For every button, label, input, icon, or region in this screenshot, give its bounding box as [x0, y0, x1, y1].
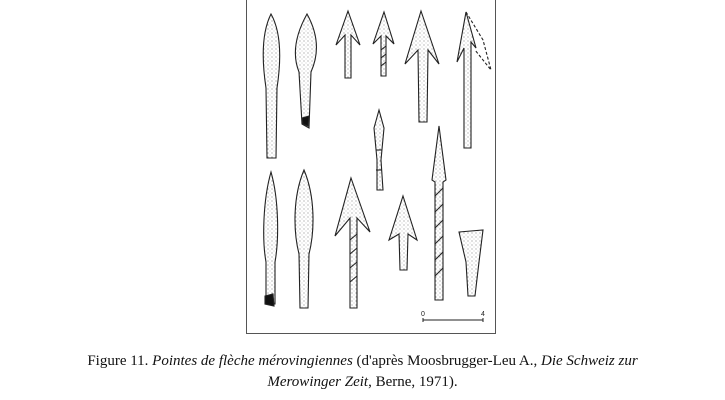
arrowhead-twisted-12	[432, 126, 446, 300]
arrowhead-lozenge-2	[295, 14, 316, 128]
figure-plate	[246, 0, 496, 334]
figure-label: Figure 11.	[87, 353, 149, 369]
caption-source-suffix: , Berne, 1971).	[368, 374, 458, 390]
caption-title: Pointes de flèche mérovingiennes	[152, 353, 353, 369]
figure-caption	[30, 351, 695, 393]
scale-bar	[421, 311, 485, 322]
arrowhead-barbed-6	[457, 12, 476, 148]
arrowheads-drawing	[247, 0, 497, 334]
arrowhead-barbed-5	[405, 11, 439, 122]
caption-source-prefix: (d'après Moosbrugger-Leu A.,	[352, 353, 541, 369]
arrowhead-barbed-11	[389, 196, 417, 270]
arrowhead-fragment-13	[459, 230, 483, 296]
scale-end-label: 4	[481, 311, 485, 318]
arrowhead-barbed-3	[336, 11, 360, 78]
arrowhead-leaf-1	[263, 14, 279, 158]
arrowhead-leaf-9	[295, 170, 313, 308]
arrowhead-leaf-8	[264, 172, 278, 304]
book-title-line2: Merowinger Zeit	[267, 374, 369, 390]
arrowhead-barbed-twisted-4	[373, 12, 394, 76]
arrowhead-barbed-twisted-10	[335, 178, 370, 308]
book-title-line1: Die Schweiz zur	[541, 353, 638, 369]
scale-start-label: 0	[421, 311, 425, 318]
